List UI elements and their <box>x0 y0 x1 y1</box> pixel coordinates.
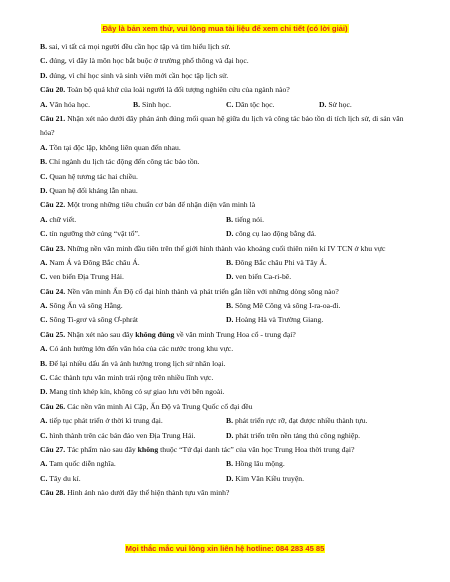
question-text: Một trong những tiêu chuẩn cơ bản để nhận diện văn minh là <box>67 200 256 210</box>
answer-option <box>40 414 226 428</box>
option-text: Tồn tại độc lập, không liên quan đến nhau. <box>49 142 181 152</box>
question-number: Câu 20. <box>40 85 66 95</box>
question-text: Hình ảnh nào dưới đây thể hiện thành tựu văn minh? <box>67 488 230 498</box>
option-text: tín ngưỡng thờ cúng “vật tổ”. <box>49 229 140 239</box>
option-text: tiếng nói. <box>234 214 265 224</box>
option-label: C. <box>40 229 48 239</box>
question-text: về văn minh Trung Hoa cổ - trung đại? <box>174 329 296 339</box>
option-text: Hồng lâu mộng. <box>234 459 285 469</box>
answer-option <box>40 213 226 227</box>
option-label: A. <box>40 301 48 311</box>
answer-option <box>40 342 412 356</box>
answer-option <box>40 457 226 471</box>
answer-option <box>226 299 412 313</box>
option-label: B. <box>40 42 48 51</box>
option-label: C. <box>40 272 48 282</box>
option-label: B. <box>40 157 48 167</box>
answer-option <box>40 357 412 371</box>
option-text: đúng, vì chỉ học sinh và sinh viên mới cần học tập lịch sử. <box>49 70 229 80</box>
answer-row <box>40 213 412 227</box>
answer-row <box>40 270 412 284</box>
answer-option <box>40 299 226 313</box>
answer-option <box>40 385 412 399</box>
option-label: C. <box>40 373 48 383</box>
option-label: B. <box>226 301 234 311</box>
option-label: A. <box>40 416 48 426</box>
question <box>40 242 412 256</box>
answer-option <box>40 472 226 486</box>
question-number: Câu 23. <box>40 243 66 253</box>
option-text: Văn hóa học. <box>49 99 91 109</box>
question-text: thuộc “Tứ đại danh tác” của văn học Trung Hoa thời trung đại? <box>158 444 355 454</box>
option-label: B. <box>226 214 234 224</box>
question-text: Các nền văn minh Ai Cập, Ấn Độ và Trung Quốc cổ đại đều <box>67 401 253 411</box>
question-emphasis: không đúng <box>135 329 175 339</box>
answer-option <box>226 98 319 112</box>
option-text: chữ viết. <box>49 214 77 224</box>
answer-row <box>40 227 412 241</box>
option-text: Dân tộc học. <box>235 99 275 109</box>
option-text: Để lại nhiều dấu ấn và ảnh hưởng trong lịch sử nhân loại. <box>48 358 226 368</box>
option-text: Chỉ ngành du lịch tác động đến công tác bảo tồn. <box>48 157 200 167</box>
answer-option <box>40 371 412 385</box>
answer-option <box>226 472 412 486</box>
option-label: B. <box>226 416 234 426</box>
answer-row <box>40 256 412 270</box>
option-label: D. <box>40 387 48 397</box>
answer-row <box>40 313 412 327</box>
option-label: D. <box>40 185 48 195</box>
answer-option <box>40 227 226 241</box>
answer-row <box>40 429 412 443</box>
option-label: C. <box>40 171 48 181</box>
answer-option <box>40 313 226 327</box>
option-label: D. <box>226 272 234 282</box>
answer-row <box>40 457 412 471</box>
answer-row <box>40 414 412 428</box>
answer-option <box>40 155 412 169</box>
question-text: Toàn bộ quá khứ của loài người là đối tượng nghiên cứu của ngành nào? <box>67 85 290 95</box>
option-text: đúng, vì đây là môn học bắt buộc ở trường phổ thông và đại học. <box>49 56 249 66</box>
option-label: D. <box>319 99 327 109</box>
question <box>40 400 412 414</box>
option-label: D. <box>226 473 234 483</box>
option-label: A. <box>40 257 48 267</box>
option-text: Quan hệ tương tác hai chiều. <box>49 171 138 181</box>
answer-row <box>40 299 412 313</box>
question-number: Câu 22. <box>40 200 66 210</box>
question-emphasis: không <box>137 444 159 454</box>
answer-option <box>226 429 412 443</box>
option-label: A. <box>40 142 48 152</box>
option-label: A. <box>40 214 48 224</box>
option-label: C. <box>40 56 48 66</box>
question-number: Câu 25. <box>40 329 66 339</box>
option-text: Tây du kí. <box>49 473 81 483</box>
option-text: Quan hệ đối kháng lẫn nhau. <box>49 185 138 195</box>
question-number: Câu 27. <box>40 444 66 454</box>
answer-option <box>226 414 412 428</box>
question <box>40 328 412 342</box>
option-label: D. <box>40 70 48 80</box>
option-label: C. <box>226 99 234 109</box>
answer-option <box>40 54 412 68</box>
answer-option <box>40 270 226 284</box>
option-text: Nam Á và Đông Bắc châu Á. <box>49 257 140 267</box>
option-label: B. <box>40 358 48 368</box>
option-text: ven biển Ca-ri-bê. <box>235 272 292 282</box>
question-number: Câu 24. <box>40 286 66 296</box>
preview-banner: Đây là bản xem thử, vui lòng mua tài liệu để xem chi tiết (có lời giải) <box>102 24 348 33</box>
option-text: phát triển trên nền tảng thủ công nghiệp. <box>235 430 361 440</box>
answer-option <box>319 98 412 112</box>
hotline-banner: Mọi thắc mắc vui lòng xin liên hệ hotline: 084 283 45 85 <box>125 544 325 553</box>
option-text: Sinh học. <box>141 99 172 109</box>
option-text: Sông Mê Công và sông I-ra-oa-đi. <box>234 301 341 311</box>
question-number: Câu 21. <box>40 113 66 123</box>
option-label: D. <box>226 229 234 239</box>
question-text: Những nền văn minh đầu tiên trên thế giới hình thành vào khoảng cuối thiên niên kỉ IV TCN ở khu vực <box>67 243 386 253</box>
option-text: Sông Ti-grơ và sông Ơ-phrát <box>49 315 139 325</box>
answer-option <box>40 256 226 270</box>
option-text: phát triển rực rỡ, đạt được nhiều thành tựu. <box>234 416 368 426</box>
answer-option <box>40 69 412 83</box>
question <box>40 285 412 299</box>
option-label: A. <box>40 459 48 469</box>
question <box>40 83 412 97</box>
option-text: hình thành trên các bán đảo ven Địa Trung Hải. <box>49 430 196 440</box>
option-label: C. <box>40 473 48 483</box>
question-text: Tác phẩm nào sau đây <box>67 444 138 454</box>
answer-option <box>226 270 412 284</box>
answer-option <box>40 184 412 198</box>
option-label: B. <box>226 257 234 267</box>
option-text: Kim Vân Kiều truyện. <box>235 473 305 483</box>
option-text: Sử học. <box>328 99 352 109</box>
option-label: C. <box>40 430 48 440</box>
option-text: công cụ lao động bằng đá. <box>235 229 317 239</box>
option-text: Tam quốc diễn nghĩa. <box>49 459 116 469</box>
answer-option <box>226 227 412 241</box>
question <box>40 443 412 457</box>
option-text: sai, vì tất cả mọi người đều cần học tập và tìm hiểu lịch sử. <box>48 42 231 51</box>
answer-row <box>40 98 412 112</box>
question-text: Nhận xét nào dưới đây phản ánh đúng mối quan hệ giữa du lịch và công tác bảo tồn di tích lịch sử, di sản văn hóa? <box>40 113 404 138</box>
answer-option <box>40 141 412 155</box>
answer-option <box>40 170 412 184</box>
option-label: C. <box>40 315 48 325</box>
question <box>40 486 412 500</box>
option-text: tiếp tục phát triển ở thời kì trung đại. <box>49 416 163 426</box>
question <box>40 112 412 141</box>
answer-option <box>40 98 133 112</box>
question-text: Nền văn minh Ấn Độ cổ đại hình thành và phát triển gắn liền với những dòng sông nào? <box>67 286 339 296</box>
question-number: Câu 26. <box>40 401 66 411</box>
option-label: D. <box>226 315 234 325</box>
option-text: Sông Ấn và sông Hằng. <box>49 301 123 311</box>
option-text: Đông Bắc châu Phi và Tây Á. <box>234 257 327 267</box>
option-text: Có ảnh hưởng lớn đến văn hóa của các nước trong khu vực. <box>49 344 234 354</box>
question <box>40 198 412 212</box>
option-text: Mang tính khép kín, không có sự giao lưu với bên ngoài. <box>49 387 225 397</box>
answer-row <box>40 472 412 486</box>
option-label: A. <box>40 99 48 109</box>
question-text: Nhận xét nào sau đây <box>67 329 136 339</box>
answer-option <box>40 40 412 54</box>
option-text: Hoàng Hà và Trường Giang. <box>235 315 324 325</box>
option-label: D. <box>226 430 234 440</box>
option-text: ven biển Địa Trung Hải. <box>49 272 124 282</box>
answer-option <box>40 429 226 443</box>
answer-option <box>226 313 412 327</box>
option-text: Các thành tựu văn minh trải rộng trên nhiều lĩnh vực. <box>49 373 214 383</box>
option-label: B. <box>133 99 141 109</box>
option-label: B. <box>226 459 234 469</box>
question-number: Câu 28. <box>40 488 66 498</box>
answer-option <box>226 213 412 227</box>
option-label: A. <box>40 344 48 354</box>
document-body <box>40 40 412 501</box>
answer-option <box>226 457 412 471</box>
answer-option <box>133 98 226 112</box>
answer-option <box>226 256 412 270</box>
